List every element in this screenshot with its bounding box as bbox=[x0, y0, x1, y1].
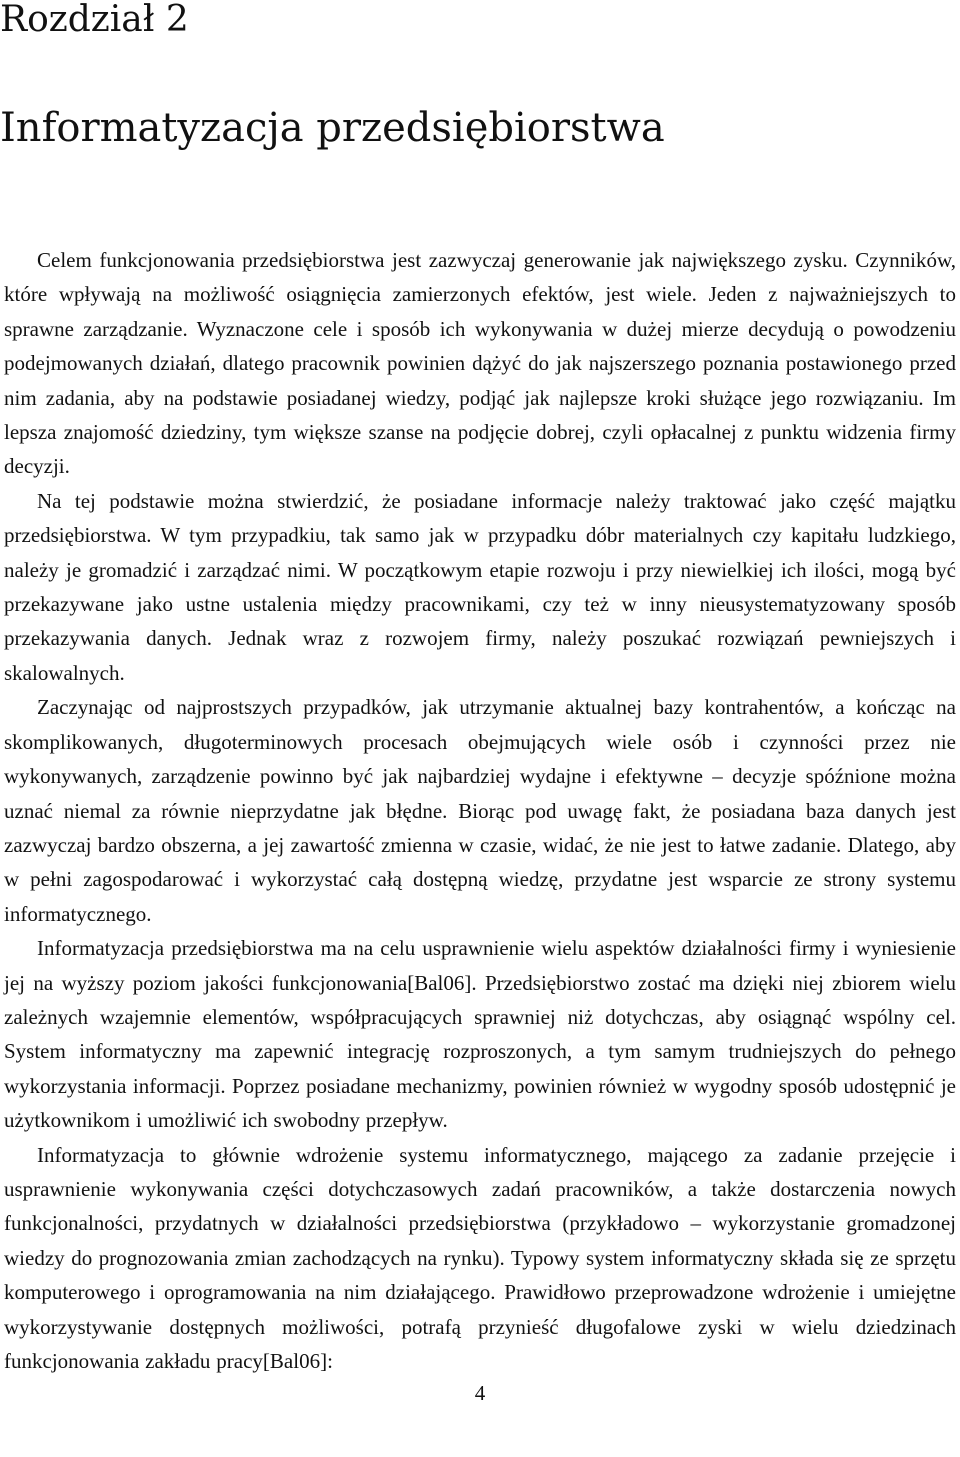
page-number: 4 bbox=[474, 1381, 486, 1405]
paragraph: Celem funkcjonowania przedsiębiorstwa jest zazwyczaj generowanie jak największego zysku. Czynników, które wpływają na możliwość osiągnięcia zamierzonych efektów, jest wiele. Jeden z najważniejszych to sprawne zarządzanie. Wyznaczone cele i sposób ich wykonywania w dużej mierze decydują o powodzeniu podejmowanych działań, dlatego pracownik powinien dążyć do jak najszerszego poznania postawionego przed nim zadania, aby na podstawie posiadanej wiedzy, podjąć jak najlepsze kroki służące jego rozwiązaniu. Im lepsza znajomość dziedziny, tym większe szanse na podjęcie dobrej, czyli opłacalnej z punktu widzenia firmy decyzji. bbox=[4, 248, 956, 479]
paragraph: Informatyzacja przedsiębiorstwa ma na celu usprawnienie wielu aspektów działalności firmy i wyniesienie jej na wyższy poziom jakości funkcjonowania[Bal06]. Przedsiębiorstwo zostać ma dzięki niej zbiorem wielu zależnych wzajemnie elementów, współpracujących sprawniej niż dotychczas, aby osiągnąć wspólny cel. System informatyczny ma zapewnić integrację rozproszonych, a tym samym trudniejszych do pełnego wykorzystania informacji. Poprzez posiadane mechanizmy, powinien również w wygodny sposób udostępnić je użytkownikom i umożliwić ich swobodny przepływ. bbox=[4, 936, 956, 1133]
chapter-title: Informatyzacja przedsiębiorstwa bbox=[0, 105, 665, 151]
paragraph: Zaczynając od najprostszych przypadków, jak utrzymanie aktualnej bazy kontrahentów, a kończąc na skomplikowanych, długoterminowych procesach obejmujących wiele osób i czynności przez nie wykonywanych, zarządzenie powinno być jak najbardziej wydajne i efektywne – decyzje spóźnione można uznać niemal za równie nieprzydatne jak błędne. Biorąc pod uwagę fakt, że posiadana baza danych jest zazwyczaj bardzo obszerna, a jej zawartość zmienna w czasie, widać, że nie jest to łatwe zadanie. Dlatego, aby w pełni zagospodarować i wykorzystać całą dostępną wiedzę, przydatne jest wsparcie ze strony systemu informatycznego. bbox=[4, 695, 956, 926]
body-text bbox=[4, 243, 956, 1378]
chapter-label: Rozdział 2 bbox=[0, 0, 189, 40]
paragraph: Na tej podstawie można stwierdzić, że posiadane informacje należy traktować jako część majątku przedsiębiorstwa. W tym przypadkiu, tak samo jak w przypadku dóbr materialnych czy kapitału ludzkiego, należy je gromadzić i zarządzać nimi. W początkowym etapie rozwoju i przy niewielkiej ich ilości, mogą być przekazywane jako ustne ustalenia między pracownikami, czy też w inny nieusystematyzowany sposób przekazywania danych. Jednak wraz z rozwojem firmy, należy poszukać rozwiązań pewniejszych i skalowalnych. bbox=[4, 488, 956, 685]
paragraph: Informatyzacja to głównie wdrożenie systemu informatycznego, mającego za zadanie przejęcie i usprawnienie wykonywania części dotychczasowych zadań pracowników, a także dostarczenia nowych funkcjonalności, przydatnych w działalności przedsiębiorstwa (przykładowo – wykorzystanie gromadzonej wiedzy do prognozowania zmian zachodzących na rynku). Typowy system informatyczny składa się ze sprzętu komputerowego i oprogramowania na nim działającego. Prawidłowo przeprowadzone wdrożenie i umiejętne wykorzystywanie dostępnych możliwości, potrafą przynieść długofalowe zyski w wielu dziedzinach funkcjonowania zakładu pracy[Bal06]: bbox=[4, 1142, 956, 1373]
